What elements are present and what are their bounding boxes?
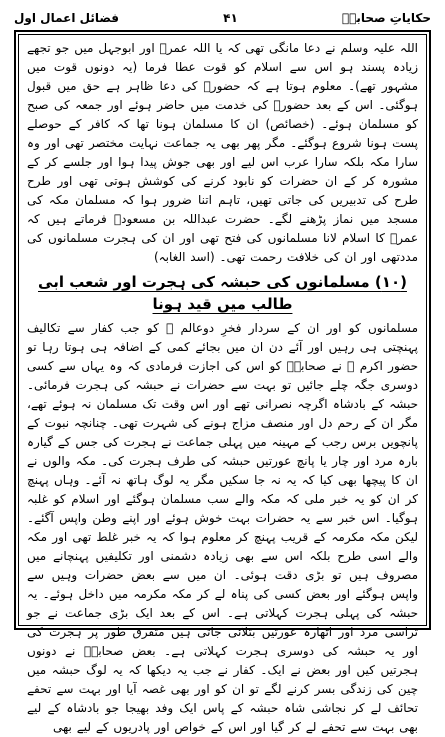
header-book-title: فضائل اعمال اول [14, 11, 120, 25]
page-border-outer [14, 30, 431, 734]
page-number: ۴۱ [223, 11, 238, 25]
paragraph-abyssinia-migration: مسلمانوں کو اور ان کے سردار فخرِ دوعالم ﷺ کو جب کفار سے تکالیف پہنچتی ہی رہیں اور آئے دن ان میں بجائے کمی کے اضافہ ہی ہوتا رہا تو حضور اکرم ﷺ نے صحابہؓ کو اس کی اجازت فرمادی کہ وہ یہاں سے کسی دوسری جگہ چلے جائیں تو بہت سے حضرات نے حبشہ کی ہجرت فرمائی۔ حبشہ کے بادشاہ اگرچہ نصرانی تھے اور اس وقت تک مسلمان نہ ہوئے تھے، مگر ان کے رحم دل اور منصف مزاج ہونے کی شہرت تھی۔ چنانچہ نبوت کے پانچویں برس رجب کے مہینہ میں پہلی جماعت نے ہجرت کی جس کے گیارہ بارہ مرد اور چار یا پانچ عورتیں حبشہ کی طرف ہجرت کی۔ مکہ والوں نے ان کا پیچھا بھی کیا کہ یہ نہ جا سکیں مگر یہ لوگ ہاتھ نہ آئے۔ وہاں پہنچ کر ان کو یہ خبر ملی کہ مکہ والے سب مسلمان ہوگئے اور اسلام کو غلبہ ہوگیا۔ اس خبر سے یہ حضرات بہت خوش ہوئے اور اپنے وطن واپس آگئے۔ لیکن مکہ مکرمہ کے قریب پہنچ کر معلوم ہوا کہ یہ خبر غلط تھی اور مکہ والے اسی طرح بلکہ اس سے بھی زیادہ دشمنی اور تکلیفیں پہنچانے میں مصروف ہیں تو بڑی دقت ہوئی۔ ان میں سے بعض حضرات وہیں سے واپس ہوگئے اور بعض کسی کی پناہ لے کر مکہ مکرمہ میں داخل ہوئے۔ یہ حبشہ کی پہلی ہجرت کہلاتی ہے۔ اس کے بعد ایک بڑی جماعت نے جو تراسی مرد اور اٹھارہ عورتیں بتلائی جاتی ہیں متفرق طور پر ہجرت کی اور یہ حبشہ کی دوسری ہجرت کہلاتی ہے۔ بعض صحابہؓ نے دونوں ہجرتیں کیں اور بعض نے ایک۔ کفار نے جب یہ دیکھا کہ یہ لوگ حبشہ میں چین کی زندگی بسر کرنے لگے تو ان کو اور بھی غصہ آیا اور بہت سے تحفے تحائف لے کر نجاشی شاہ حبشہ کے پاس ایک وفد بھیجا جو بادشاہ کے لیے بھی بہت سے تحفے لے کر گیا اور اس کے خواص اور پادریوں کے لیے بھی [27, 321, 419, 734]
header-chapter-title: حکایاتِ صحابہؓ [341, 11, 431, 25]
running-header [14, 8, 431, 28]
section-heading: (۱۰) مسلمانوں کی حبشہ کی ہجرت اور شعب ابی طالب میں قید ہونا [38, 273, 407, 313]
paragraph-umar-islam: اللہ علیہ وسلم نے دعا مانگی تھی کہ یا اللہ عمرؓ اور ابوجہل میں جو تجھے زیادہ پسند ہو اس سے اسلام کو قوت عطا فرما (یہ دونوں قوت میں مشہور تھے)۔ معلوم ہوتا ہے کہ حضورؐ کی دعا ظاہر ہے حق میں قبول ہوگئی۔ اس کے بعد حضورؐ کی خدمت میں حاضر ہوئے اور جمعہ کی صبح کو مسلمان ہوئے۔ (خصائص) ان کا مسلمان ہونا تھا کہ کافر کے حوصلے پست ہونا شروع ہوگئے۔ مگر پھر بھی یہ جماعت نہایت مختصر تھی اور وہ سارا مکہ بلکہ سارا عرب اس لیے اور بھی جوش پیدا ہوا اور جلسے کر کے مشورہ کر کے ان حضرات کو نابود کرنے کی کوشش ہوتی تھی اور طرح طرح کی تدبیریں کی جاتی تھیں، تاہم اتنا ضرور ہوا کہ مسلمان مکہ کی مسجد میں نماز پڑھنے لگے۔ حضرت عبداللہ بن مسعودؓ فرماتے ہیں کہ عمرؓ کا اسلام لانا مسلمانوں کی فتح تھی اور ان کی ہجرت مسلمانوں کی مددتھی اور ان کی خلافت رحمت تھی۔ (اسد الغابہ) [27, 41, 418, 264]
page-border-inner [18, 34, 427, 734]
